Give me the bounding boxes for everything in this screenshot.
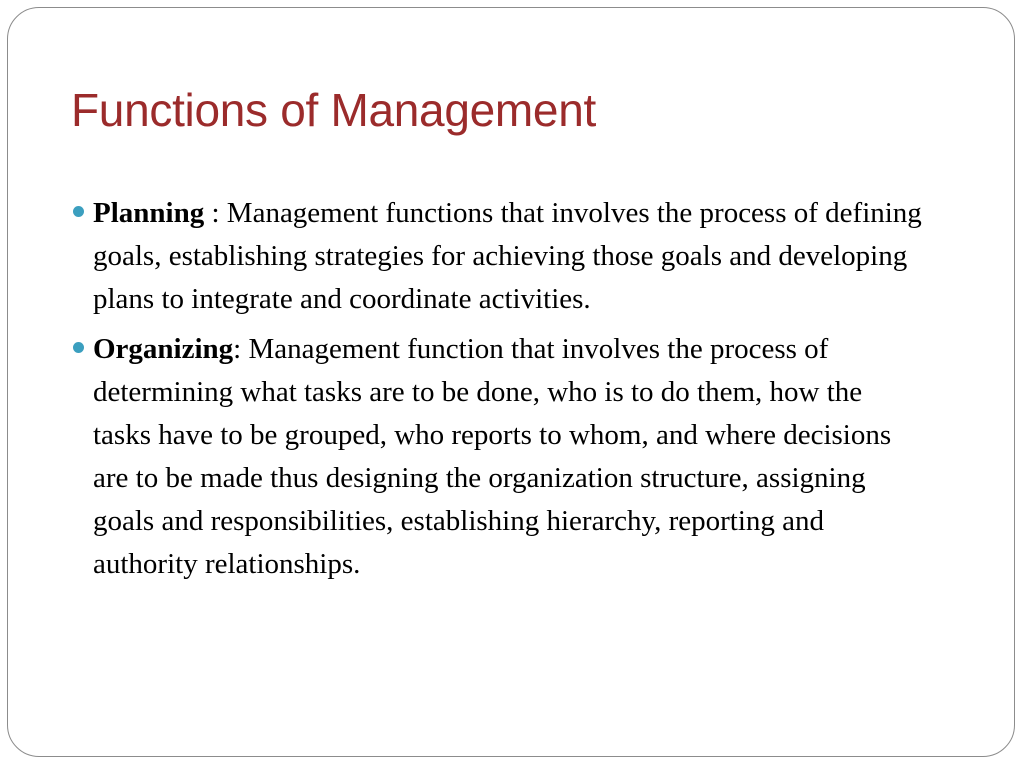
bullet-text: Management functions that involves the process of defining goals, establishing strategies for achieving those goals and developing plans to integrate and coordinate activities. bbox=[93, 197, 922, 315]
bullet-text: Management function that involves the process of determining what tasks are to be done, who is to do them, how the tasks have to be grouped, who reports to whom, and where decisions are to be made thus designing the organization structure, assigning goals and responsibilities, establishing hierarchy, reporting and authority relationships. bbox=[93, 333, 892, 580]
bullet-term: Organizing bbox=[93, 333, 234, 365]
bullet-separator: : bbox=[204, 197, 227, 229]
slide-title: Functions of Management bbox=[71, 84, 596, 136]
bullet-list bbox=[93, 192, 923, 593]
bullet-dot-icon bbox=[73, 206, 84, 217]
bullet-dot-icon bbox=[73, 342, 84, 353]
bullet-separator: : bbox=[233, 333, 249, 365]
bullet-organizing bbox=[93, 328, 923, 586]
bullet-term: Planning bbox=[93, 197, 205, 229]
bullet-planning bbox=[93, 192, 923, 321]
